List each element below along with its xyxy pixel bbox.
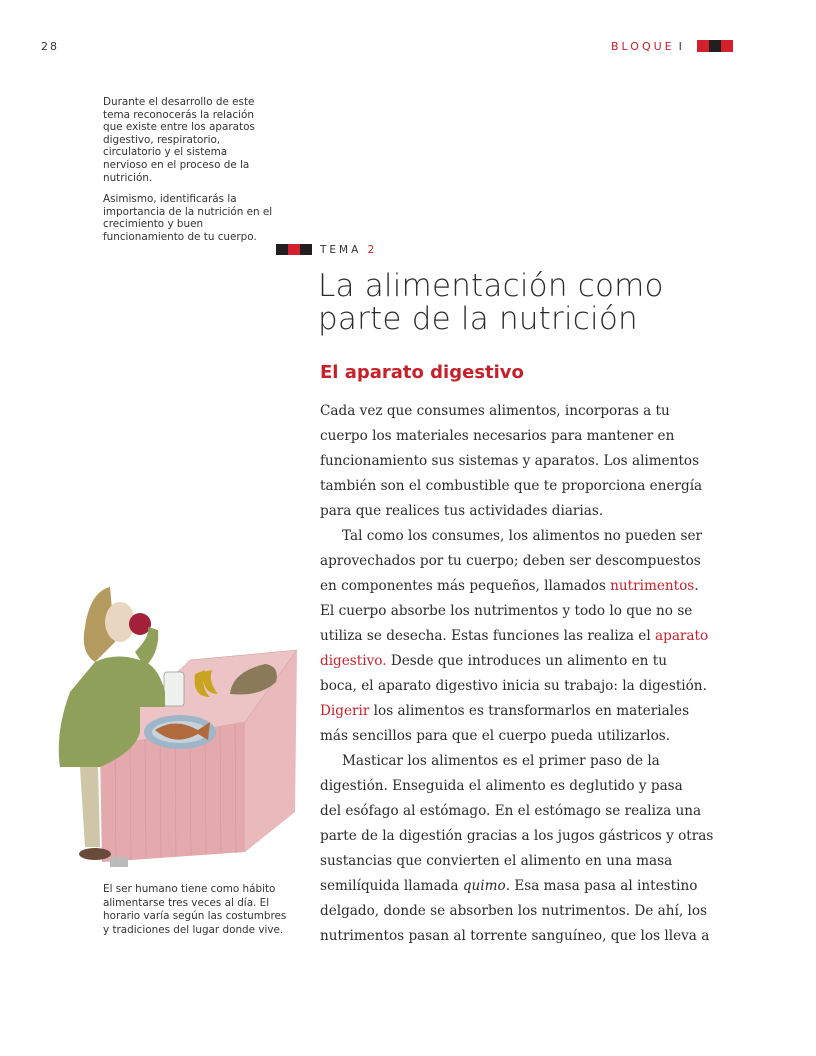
- text-segment: parte de la digestión gracias a los jugos gástricos y otras: [320, 828, 714, 844]
- illustration-caption: El ser humano tiene como hábito alimentarse tres veces al día. El horario varía según las costumbres y tradiciones del lugar donde vive.: [103, 883, 287, 936]
- marker-block: [697, 40, 709, 52]
- text-segment: nutrimentos pasan al torrente sanguíneo, que los lleva a: [320, 928, 710, 944]
- body-line: [320, 524, 740, 549]
- text-segment: Desde que introduces un alimento en tu: [386, 653, 667, 669]
- text-segment: los alimentos es transformarlos en materiales: [369, 703, 690, 719]
- body-line: [320, 499, 740, 524]
- body-line: [320, 699, 740, 724]
- highlighted-term: nutrimentos: [610, 578, 695, 594]
- section-subtitle: El aparato digestivo: [320, 362, 524, 383]
- text-segment: utiliza se desecha. Estas funciones las realiza el: [320, 628, 656, 644]
- text-segment: Tal como los consumes, los alimentos no pueden ser: [342, 528, 703, 544]
- text-segment: El cuerpo absorbe los nutrimentos y todo lo que no se: [320, 603, 693, 619]
- illustration-girl-eating: [40, 582, 300, 877]
- text-segment: del esófago al estómago. En el estómago se realiza una: [320, 803, 702, 819]
- text-segment: digestión. Enseguida el alimento es deglutido y pasa: [320, 778, 683, 794]
- section-label: BLOQUE: [611, 40, 675, 53]
- intro-sidebar: [103, 96, 273, 253]
- text-segment: sustancias que convierten el alimento en una masa: [320, 853, 673, 869]
- body-line: [320, 624, 740, 649]
- body-line: [320, 774, 740, 799]
- girl-legs: [80, 767, 100, 847]
- section-header: [611, 40, 685, 53]
- text-segment: semilíquida llamada: [320, 878, 463, 894]
- body-line: [320, 924, 740, 949]
- text-segment: boca, el aparato digestivo inicia su trabajo: la digestión.: [320, 678, 707, 694]
- page-number: 28: [41, 40, 59, 53]
- text-segment: en componentes más pequeños, llamados: [320, 578, 611, 594]
- body-line: [320, 749, 740, 774]
- body-line: [320, 899, 740, 924]
- body-line: [320, 824, 740, 849]
- girl-shoes: [79, 848, 111, 860]
- body-line: [320, 799, 740, 824]
- body-line: [320, 474, 740, 499]
- text-segment: . Esa masa pasa al intestino: [505, 878, 698, 894]
- body-line: [320, 574, 740, 599]
- marker-block: [721, 40, 733, 52]
- text-segment: Cada vez que consumes alimentos, incorporas a tu: [320, 403, 670, 419]
- apple: [129, 613, 151, 635]
- highlighted-term: Digerir: [320, 703, 370, 719]
- text-segment: cuerpo los materiales necesarios para mantener en: [320, 428, 675, 444]
- header-color-marker: [697, 40, 733, 52]
- glass: [164, 672, 184, 706]
- marker-block: [300, 244, 312, 255]
- text-segment: funcionamiento sus sistemas y aparatos. Los alimentos: [320, 453, 700, 469]
- tema-number: 2: [367, 244, 378, 256]
- body-text: [320, 399, 740, 949]
- marker-block: [288, 244, 300, 255]
- body-line: [320, 649, 740, 674]
- body-line: [320, 849, 740, 874]
- text-segment: Masticar los alimentos es el primer paso de la: [342, 753, 660, 769]
- body-line: [320, 874, 740, 899]
- body-line: [320, 449, 740, 474]
- title-line: parte de la nutrición: [318, 301, 638, 337]
- text-segment: para que realices tus actividades diarias.: [320, 503, 604, 519]
- highlighted-term: digestivo.: [320, 653, 387, 669]
- body-line: [320, 549, 740, 574]
- body-line: [320, 399, 740, 424]
- tema-color-marker: [276, 244, 312, 255]
- page-title: [318, 270, 664, 336]
- tema-label: [320, 244, 377, 256]
- body-line: [320, 674, 740, 699]
- highlighted-term: aparato: [655, 628, 709, 644]
- intro-paragraph: Asimismo, identificarás la importancia de la nutrición en el crecimiento y buen funcionamiento de tu cuerpo.: [103, 193, 273, 243]
- title-line: La alimentación como: [318, 268, 664, 304]
- table-leg: [110, 857, 128, 867]
- text-segment: también son el combustible que te proporciona energía: [320, 478, 703, 494]
- body-line: [320, 424, 740, 449]
- tema-text: TEMA: [320, 244, 362, 256]
- intro-paragraph: Durante el desarrollo de este tema reconocerás la relación que existe entre los aparatos digestivo, respiratorio, circulatorio y el sistema nervioso en el proceso de la nutrición.: [103, 96, 255, 184]
- text-segment: .: [694, 578, 699, 594]
- marker-block: [276, 244, 288, 255]
- italic-term: quimo: [462, 878, 506, 894]
- marker-block: [709, 40, 721, 52]
- body-line: [320, 599, 740, 624]
- section-number: I: [678, 40, 685, 53]
- text-segment: delgado, donde se absorben los nutrimentos. De ahí, los: [320, 903, 707, 919]
- text-segment: aprovechados por tu cuerpo; deben ser descompuestos: [320, 553, 701, 569]
- body-line: [320, 724, 740, 749]
- text-segment: más sencillos para que el cuerpo pueda utilizarlos.: [320, 728, 671, 744]
